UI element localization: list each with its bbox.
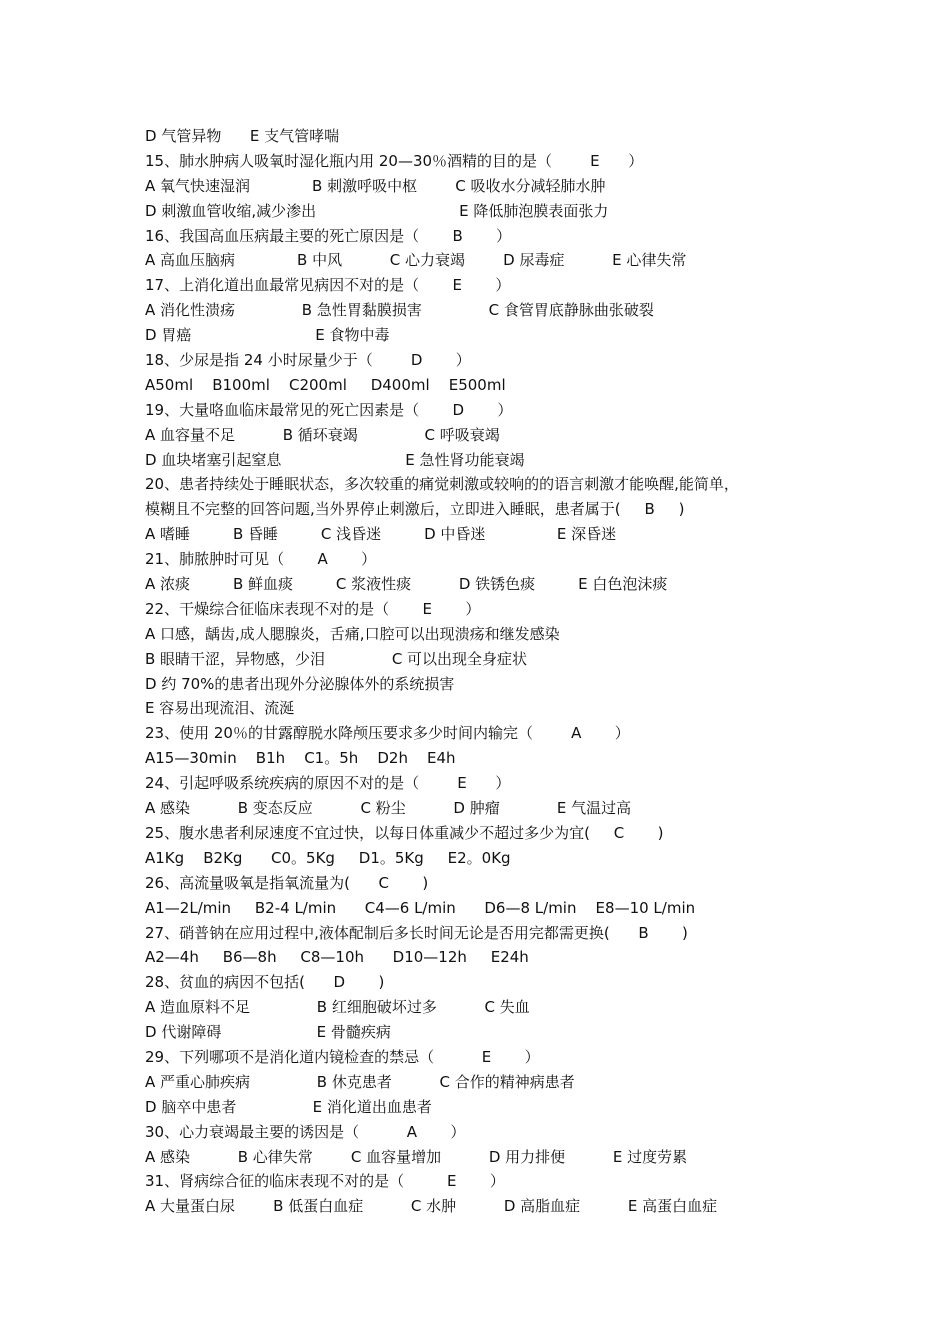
question-19: 19、大量咯血临床最常见的死亡因素是（ D ） (145, 400, 513, 419)
options-line: A 消化性溃疡 B 急性胃黏膜损害 C 食管胃底静脉曲张破裂 (145, 301, 654, 320)
options-line: B 眼睛干涩，异物感，少泪 C 可以出现全身症状 (145, 649, 528, 668)
options-line: A 浓痰 B 鲜血痰 C 浆液性痰 D 铁锈色痰 E 白色泡沫痰 (145, 575, 668, 594)
options-line: A 造血原料不足 B 红细胞破坏过多 C 失血 (145, 998, 530, 1017)
options-line: D 约 70%的患者出现外分泌腺体外的系统损害 (145, 674, 455, 693)
question-31: 31、肾病综合征的临床表现不对的是（ E ） (145, 1172, 505, 1191)
question-15: 15、肺水肿病人吸氧时湿化瓶内用 20—30％酒精的目的是（ E ） (145, 151, 644, 170)
options-line: A50ml B100ml C200ml D400ml E500ml (145, 375, 506, 394)
question-23: 23、使用 20％的甘露醇脱水降颅压要求多少时间内输完（ A ） (145, 724, 630, 743)
text-line: D 气管异物 E 支气管哮喘 (145, 127, 340, 145)
question-28: 28、贫血的病因不包括( D ) (145, 973, 385, 992)
options-line: A15—30min B1h C1。5h D2h E4h (145, 749, 456, 768)
question-20-cont: 模糊且不完整的回答问题,当外界停止刺激后，立即进入睡眠，患者属于( B ) (145, 500, 685, 519)
options-line: A1—2L/min B2-4 L/min C4—6 L/min D6—8 L/min E8—10 L/min (145, 898, 696, 917)
question-27: 27、硝普钠在应用过程中,液体配制后多长时间无论是否用完都需更换( B ) (145, 923, 688, 942)
options-line: A 氧气快速湿润 B 刺激呼吸中枢 C 吸收水分减轻肺水肿 (145, 176, 606, 195)
question-21: 21、肺脓肿时可见（ A ） (145, 550, 377, 569)
question-17: 17、上消化道出血最常见病因不对的是（ E ） (145, 276, 511, 295)
options-line: A2—4h B6—8h C8—10h D10—12h E24h (145, 948, 529, 967)
options-line: D 胃癌 E 食物中毒 (145, 326, 390, 345)
options-line: A 高血压脑病 B 中风 C 心力衰竭 D 尿毒症 E 心律失常 (145, 251, 687, 270)
question-26: 26、高流量吸氧是指氧流量为( C ) (145, 873, 429, 892)
question-30: 30、心力衰竭最主要的诱因是（ A ） (145, 1122, 466, 1141)
options-line: A 感染 B 心律失常 C 血容量增加 D 用力排便 E 过度劳累 (145, 1147, 688, 1166)
question-29: 29、下列哪项不是消化道内镜检查的禁忌（ E ） (145, 1047, 540, 1066)
options-line: A 感染 B 变态反应 C 粉尘 D 肿瘤 E 气温过高 (145, 799, 632, 818)
options-line: A 血容量不足 B 循环衰竭 C 呼吸衰竭 (145, 425, 500, 444)
question-20: 20、患者持续处于睡眠状态，多次较重的痛觉刺激或较响的的语言刺激才能唤醒,能简单， (145, 475, 739, 494)
options-line: A 严重心肺疾病 B 休克患者 C 合作的精神病患者 (145, 1072, 575, 1091)
options-line: A1Kg B2Kg C0。5Kg D1。5Kg E2。0Kg (145, 848, 511, 867)
options-line: A 嗜睡 B 昏睡 C 浅昏迷 D 中昏迷 E 深昏迷 (145, 525, 617, 544)
question-22: 22、干燥综合征临床表现不对的是（ E ） (145, 599, 481, 618)
question-24: 24、引起呼吸系统疾病的原因不对的是（ E ） (145, 774, 511, 793)
question-16: 16、我国高血压病最主要的死亡原因是（ B ） (145, 226, 512, 245)
options-line: E 容易出现流泪、流涎 (145, 699, 295, 718)
options-line: D 代谢障碍 E 骨髓疾病 (145, 1023, 391, 1042)
options-line: A 大量蛋白尿 B 低蛋白血症 C 水肿 D 高脂血症 E 高蛋白血症 (145, 1197, 718, 1216)
options-line: D 血块堵塞引起窒息 E 急性肾功能衰竭 (145, 450, 525, 469)
options-line: A 口感，龋齿,成人腮腺炎，舌痛,口腔可以出现溃疡和继发感染 (145, 624, 560, 643)
options-line: D 刺激血管收缩,减少渗出 E 降低肺泡膜表面张力 (145, 201, 609, 220)
question-25: 25、腹水患者利尿速度不宜过快，以每日体重减少不超过多少为宜( C ) (145, 823, 664, 842)
question-list (145, 124, 835, 1219)
question-18: 18、少尿是指 24 小时尿量少于（ D ） (145, 351, 471, 370)
options-line: D 脑卒中患者 E 消化道出血患者 (145, 1097, 432, 1116)
